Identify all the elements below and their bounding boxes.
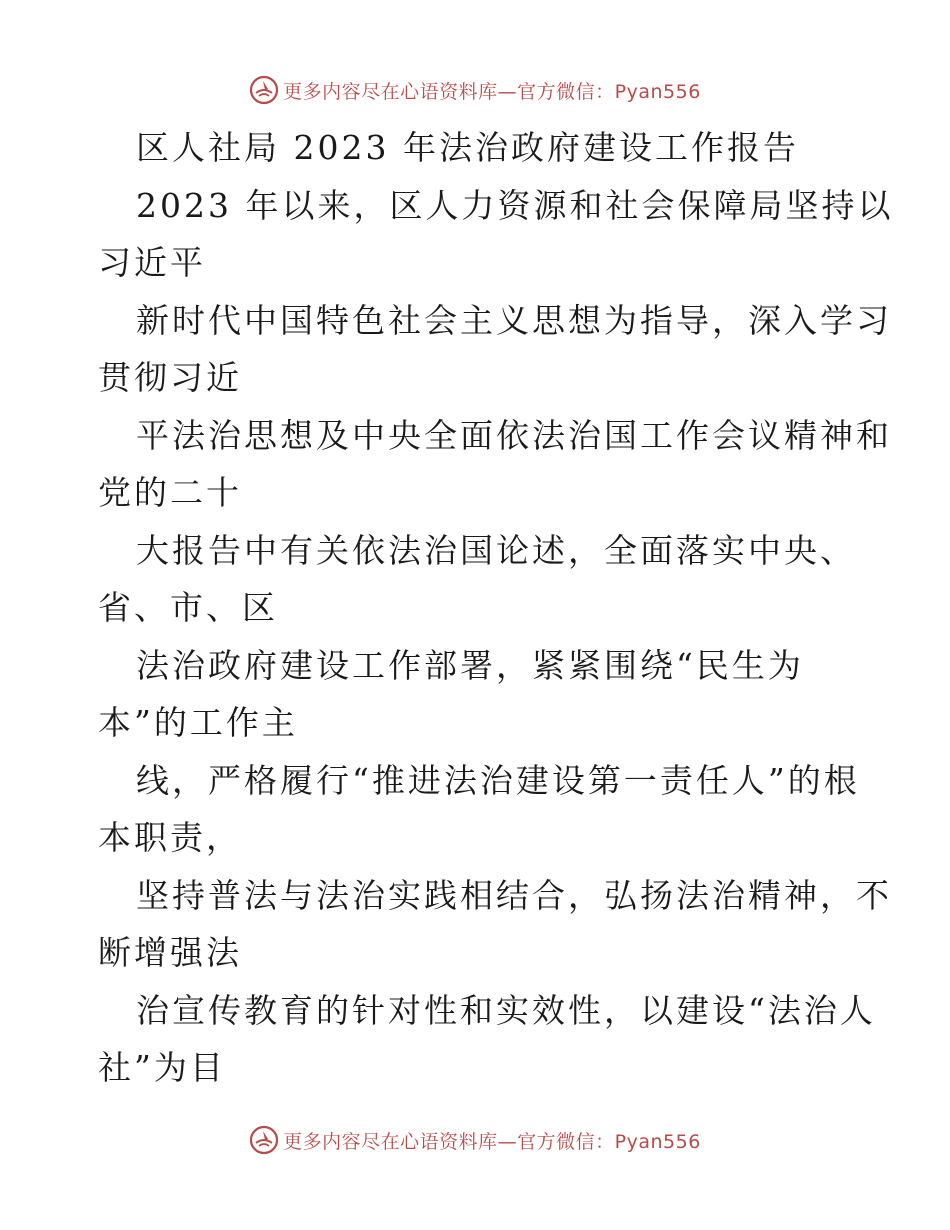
book-pen-logo-icon bbox=[249, 1125, 279, 1155]
paragraph-line: 断增强法 bbox=[98, 933, 242, 972]
paragraph-line: 本”的工作主 bbox=[98, 703, 298, 742]
paragraph-line: 党的二十 bbox=[98, 473, 242, 512]
footer-watermark-banner bbox=[0, 1122, 950, 1158]
paragraph-line: 治宣传教育的针对性和实效性，以建设“法治人 bbox=[136, 991, 876, 1030]
watermark-text: 更多内容尽在心语资料库—官方微信：Pyan556 bbox=[283, 1130, 701, 1153]
paragraph-line: 坚持普法与法治实践相结合，弘扬法治精神，不 bbox=[136, 876, 892, 915]
document-title: 区人社局 2023 年法治政府建设工作报告 bbox=[136, 128, 799, 167]
paragraph-line: 新时代中国特色社会主义思想为指导，深入学习 bbox=[136, 301, 892, 340]
header-watermark-banner bbox=[0, 72, 950, 108]
paragraph-line: 线，严格履行“推进法治建设第一责任人”的根 bbox=[136, 761, 860, 800]
paragraph-line: 平法治思想及中央全面依法治国工作会议精神和 bbox=[136, 416, 892, 455]
watermark-text: 更多内容尽在心语资料库—官方微信：Pyan556 bbox=[283, 80, 701, 103]
paragraph-line: 本职责， bbox=[98, 818, 242, 857]
paragraph-line: 习近平 bbox=[98, 243, 206, 282]
paragraph-line: 贯彻习近 bbox=[98, 358, 242, 397]
book-pen-logo-icon bbox=[249, 75, 279, 105]
paragraph-line: 2023 年以来，区人力资源和社会保障局坚持以 bbox=[136, 186, 894, 225]
paragraph-line: 大报告中有关依法治国论述，全面落实中央、 bbox=[136, 531, 856, 570]
paragraph-line: 社”为目 bbox=[98, 1048, 226, 1087]
paragraph-line: 省、市、区 bbox=[98, 588, 278, 627]
paragraph-line: 法治政府建设工作部署，紧紧围绕“民生为 bbox=[136, 646, 804, 685]
